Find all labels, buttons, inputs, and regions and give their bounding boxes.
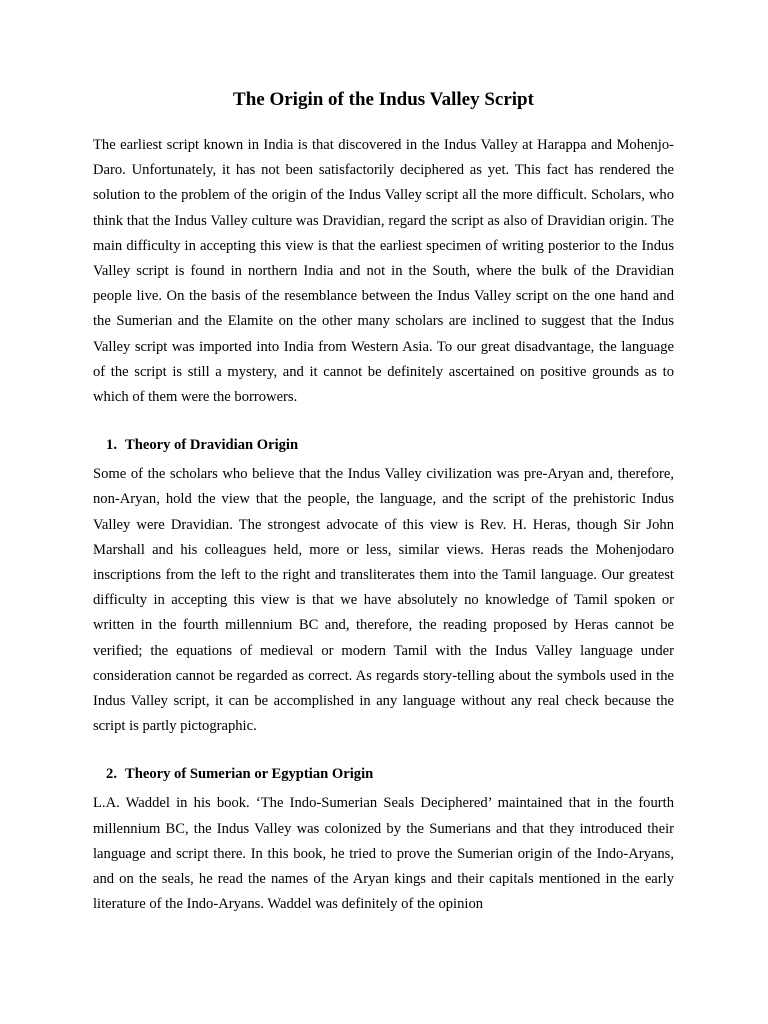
document-title: The Origin of the Indus Valley Script (233, 89, 534, 110)
section-paragraph-dravidian: Some of the scholars who believe that the Indus Valley civilization was pre-Aryan and, therefore, non-Aryan, hold the view that the people, the language, and the script of the prehistoric Indus Valley were Dravidian. The strongest advocate of this view is Rev. H. Heras, though Sir John Marshall and his colleagues held, more or less, similar views. Heras reads the Mohenjodaro inscriptions from the left to the right and transliterates them into the Tamil language. Our greatest difficulty in accepting this view is that we have absolutely no knowledge of Tamil spoken or written in the fourth millennium BC and, therefore, the reading proposed by Heras cannot be verified; the equations of medieval or modern Tamil with the Indus Valley language under consideration cannot be regarded as correct. As regards story-telling about the symbols used in the Indus Valley script, it can be accomplished in any language without any real check because the script is partly pictographic. (93, 466, 674, 735)
document-page (93, 86, 674, 917)
intro-paragraph: The earliest script known in India is that discovered in the Indus Valley at Harappa and Mohenjo-Daro. Unfortunately, it has not been satisfactorily deciphered as yet. This fact has rendered the solution to the problem of the origin of the Indus Valley script all the more difficult. Scholars, who think that the Indus Valley culture was Dravidian, regard the script as also of Dravidian origin. The main difficulty in accepting this view is that the earliest specimen of writing posterior to the Indus Valley script is found in northern India and not in the South, where the bulk of the Dravidian people live. On the basis of the resemblance between the Indus Valley script on the one hand and the Sumerian and the Elamite on the other many scholars are inclined to suggest that the Indus Valley script was imported into India from Western Asia. To our great disadvantage, the language of the script is still a mystery, and it cannot be definitely ascertained on positive grounds as to which of them were the borrowers. (93, 137, 674, 406)
section-title: Theory of Sumerian or Egyptian Origin (125, 766, 374, 783)
section-heading-sumerian (93, 762, 674, 787)
section-title: Theory of Dravidian Origin (125, 437, 299, 454)
section-number: 2. (106, 766, 117, 783)
section-paragraph-sumerian: L.A. Waddel in his book. ‘The Indo-Sumerian Seals Deciphered’ maintained that in the fourth millennium BC, the Indus Valley was colonized by the Sumerians and that they introduced their language and script there. In this book, he tried to prove the Sumerian origin of the Indo-Aryans, and on the seals, he read the names of the Aryan kings and their capitals mentioned in the early literature of the Indo-Aryans. Waddel was definitely of the opinion (93, 795, 674, 913)
section-heading-dravidian (93, 433, 674, 458)
section-number: 1. (106, 437, 117, 454)
